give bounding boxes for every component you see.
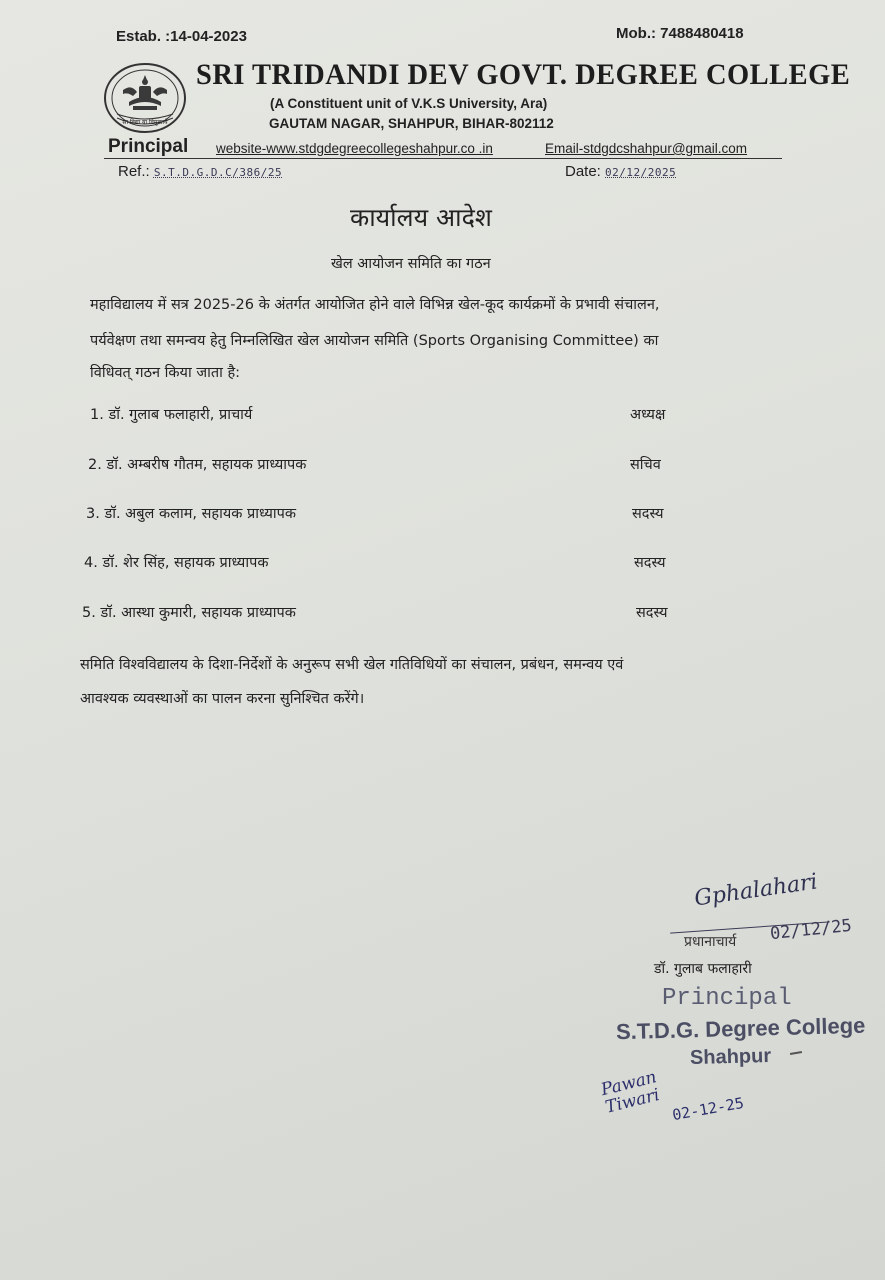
closing-line-1: समिति विश्वविद्यालय के दिशा-निर्देशों के अनुरूप सभी खेल गतिविधियों का संचालन, प्रबंधन, समन्वय एवं bbox=[80, 657, 624, 673]
receiver-signature: Pawan Tiwari bbox=[599, 1067, 662, 1118]
signature-date: 02/12/25 bbox=[769, 915, 853, 945]
receiver-date: 02-12-25 bbox=[670, 1093, 746, 1125]
member-role-2: सचिव bbox=[630, 457, 661, 473]
stamp-town: Shahpur bbox=[689, 1044, 772, 1070]
seal-motto: सा विद्या या विमुक्तये bbox=[122, 119, 168, 126]
signatory-name: डॉ. गुलाब फलाहारी bbox=[654, 961, 752, 977]
stamp-principal: Principal bbox=[662, 985, 792, 1012]
website-link[interactable]: website-www.stdgdegreecollegeshahpur.co .in bbox=[216, 141, 493, 156]
established-date: Estab. :14-04-2023 bbox=[116, 28, 247, 45]
college-seal-logo bbox=[103, 62, 187, 134]
date-label: Date: bbox=[565, 163, 601, 180]
order-date bbox=[565, 163, 676, 180]
constituent-line: (A Constituent unit of V.K.S University, Ara) bbox=[270, 96, 548, 111]
member-name-2: 2. डॉ. अम्बरीष गौतम, सहायक प्राध्यापक bbox=[88, 457, 307, 473]
order-title: कार्यालय आदेश bbox=[350, 203, 492, 232]
member-name-5: 5. डॉ. आस्था कुमारी, सहायक प्राध्यापक bbox=[82, 605, 296, 621]
ref-value: S.T.D.G.D.C/386/25 bbox=[153, 166, 283, 179]
email-link[interactable]: Email-stdgdcshahpur@gmail.com bbox=[545, 141, 748, 156]
member-role-3: सदस्य bbox=[632, 506, 664, 522]
closing-line-2: आवश्यक व्यवस्थाओं का पालन करना सुनिश्चित करेंगे। bbox=[80, 691, 365, 707]
intro-line-1: महाविद्यालय में सत्र 2025-26 के अंतर्गत आयोजित होने वाले विभिन्न खेल-कूद कार्यक्रमों के प्रभावी संचालन, bbox=[90, 297, 660, 313]
member-name-1: 1. डॉ. गुलाब फलाहारी, प्राचार्य bbox=[90, 407, 253, 423]
designation: प्रधानाचार्य bbox=[684, 934, 737, 950]
order-subtitle: खेल आयोजन समिति का गठन bbox=[331, 256, 491, 272]
stamp-college-name: S.T.D.G. Degree College bbox=[615, 1012, 866, 1045]
member-name-4: 4. डॉ. शेर सिंह, सहायक प्राध्यापक bbox=[84, 555, 269, 571]
intro-line-3: विधिवत् गठन किया जाता है: bbox=[90, 365, 241, 381]
college-name: SRI TRIDANDI DEV GOVT. DEGREE COLLEGE bbox=[196, 58, 851, 91]
handwritten-signature: Gphalahari bbox=[692, 869, 820, 912]
member-name-3: 3. डॉ. अबुल कलाम, सहायक प्राध्यापक bbox=[86, 506, 296, 522]
member-role-1: अध्यक्ष bbox=[630, 407, 666, 423]
principal-label: Principal bbox=[108, 136, 189, 157]
date-value: 02/12/2025 bbox=[605, 166, 677, 179]
header-divider bbox=[104, 158, 782, 159]
mobile-number: Mob.: 7488480418 bbox=[616, 25, 744, 42]
reference-number bbox=[118, 163, 282, 180]
ref-label: Ref.: bbox=[118, 163, 150, 180]
stamp-dash bbox=[790, 1051, 802, 1055]
intro-line-2: पर्यवेक्षण तथा समन्वय हेतु निम्नलिखित खेल आयोजन समिति (Sports Organising Committee) का bbox=[90, 333, 659, 349]
member-role-5: सदस्य bbox=[636, 605, 668, 621]
member-role-4: सदस्य bbox=[634, 555, 666, 571]
college-address: GAUTAM NAGAR, SHAHPUR, BIHAR-802112 bbox=[269, 116, 554, 131]
